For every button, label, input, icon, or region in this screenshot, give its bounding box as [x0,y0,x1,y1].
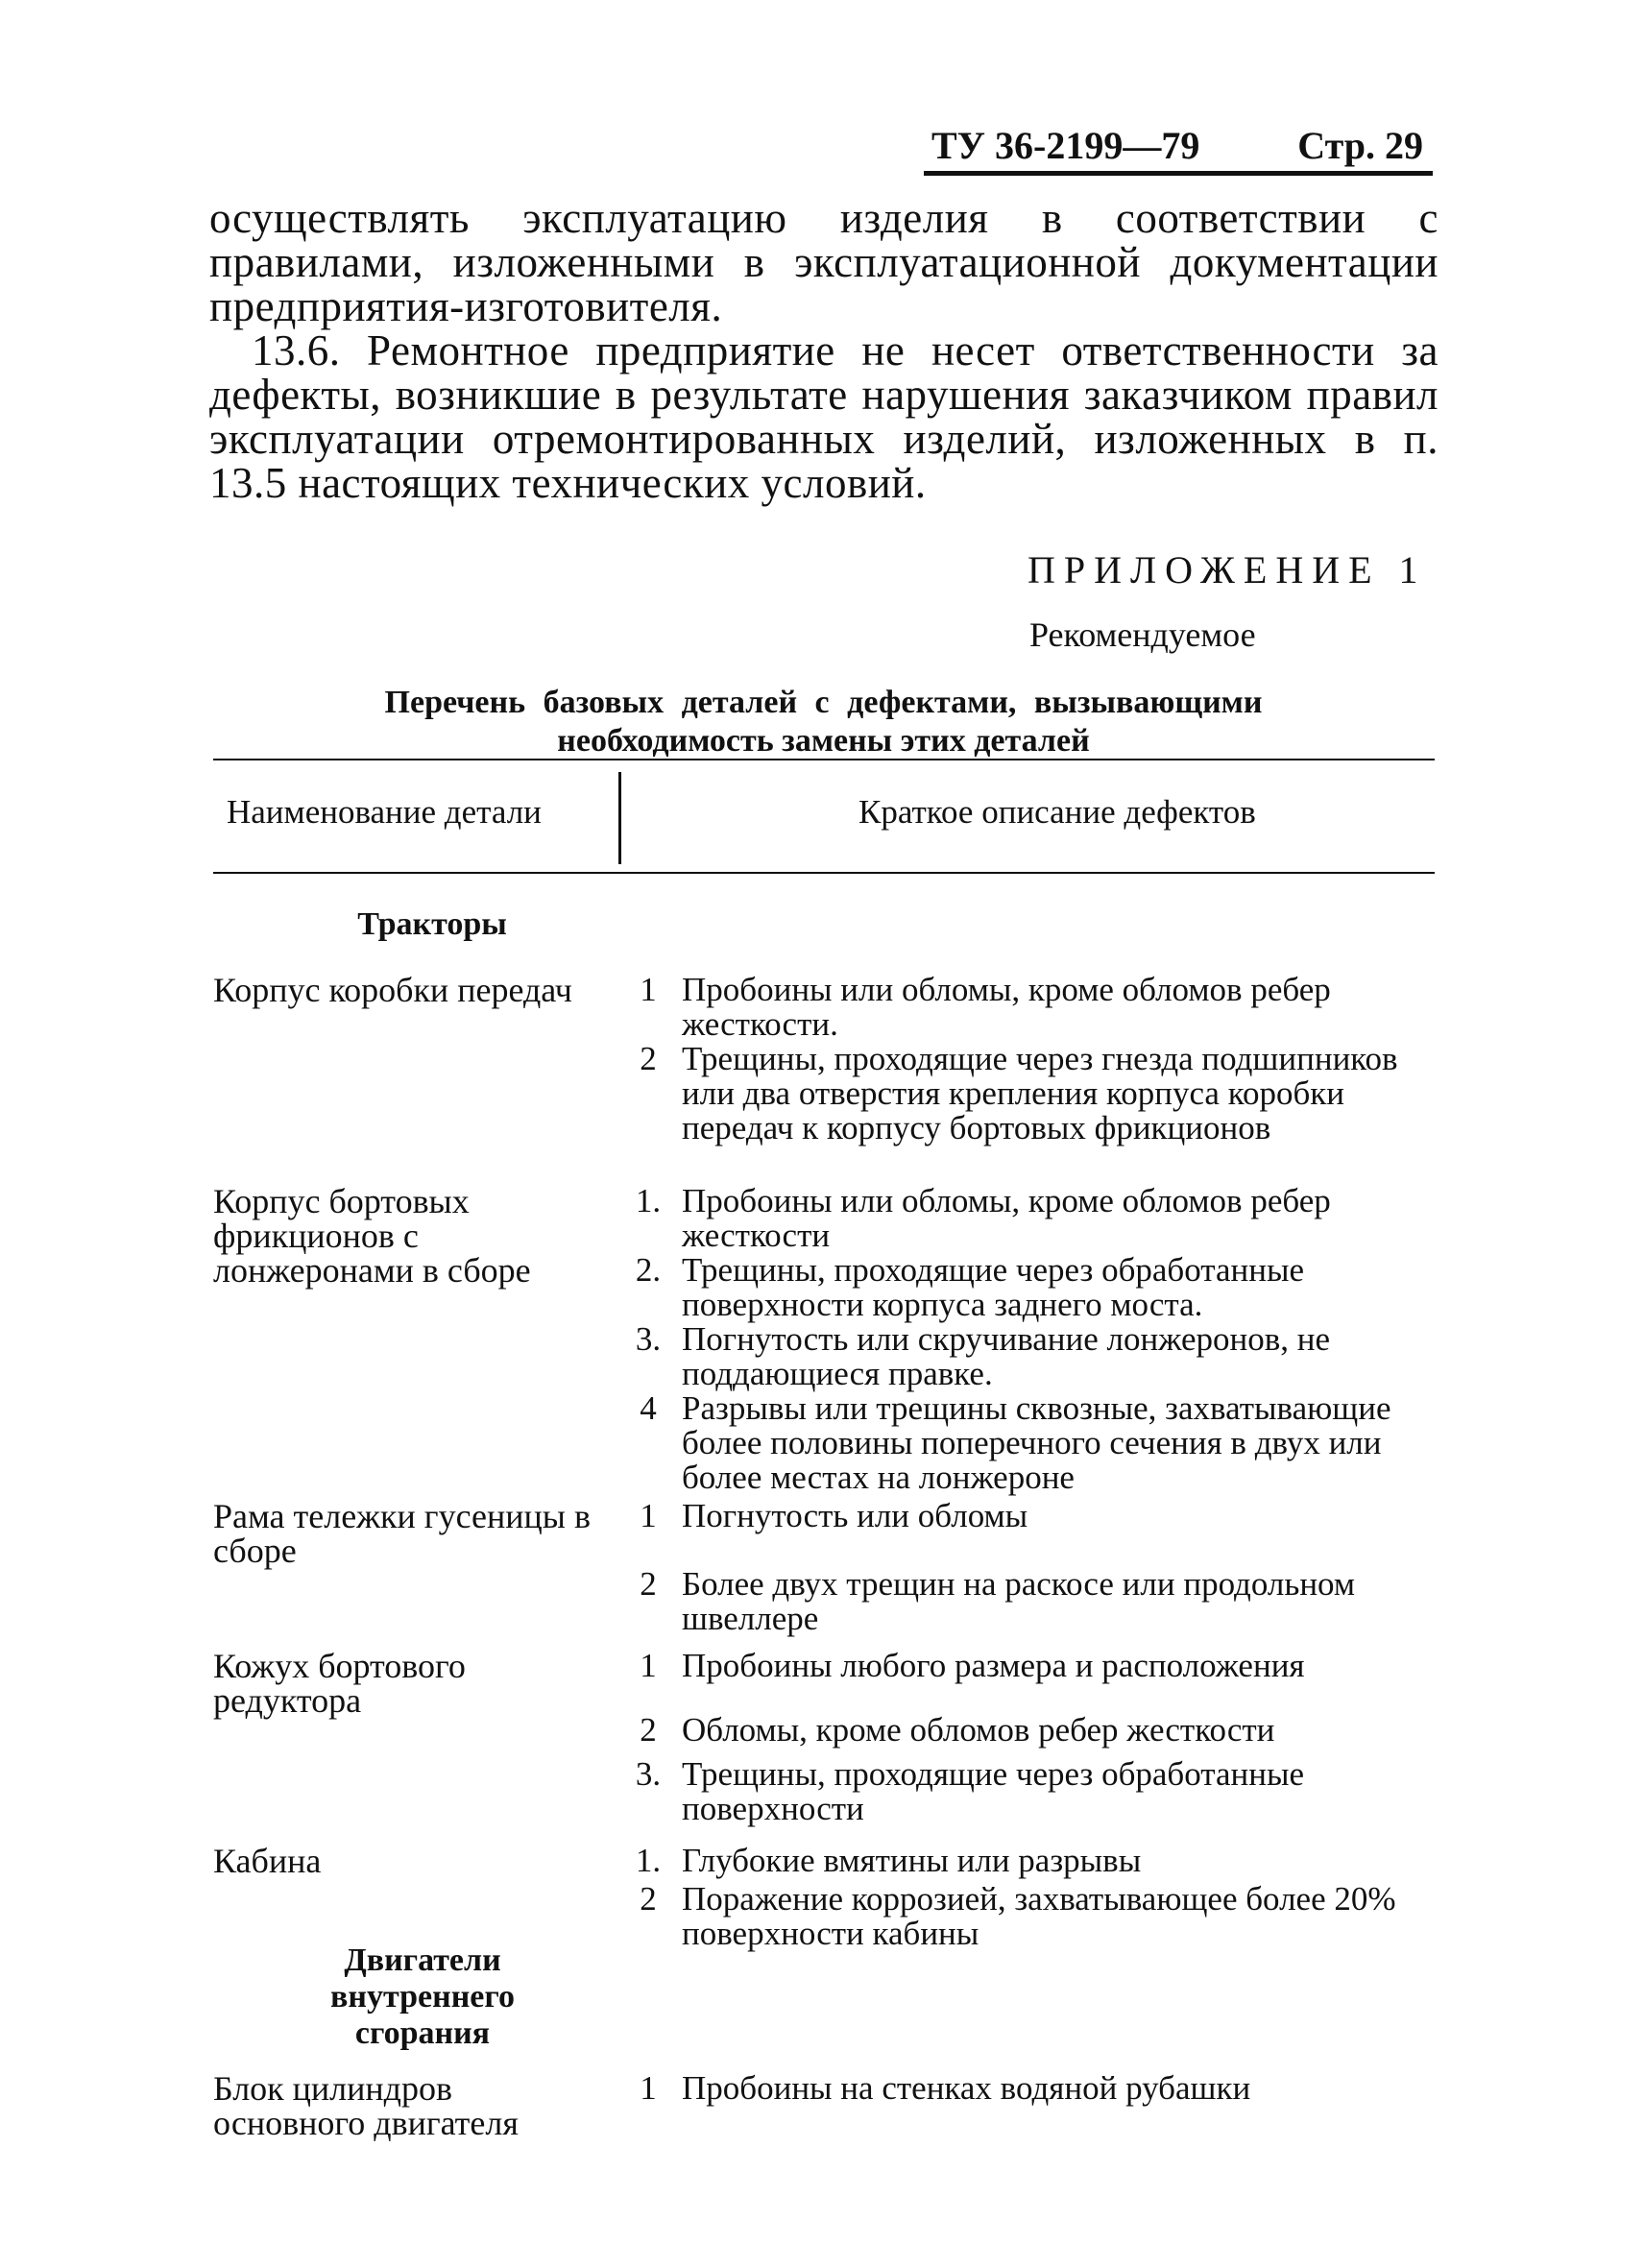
column-separator [618,772,621,864]
defect-number: 3. [635,1320,662,1358]
defect-text: Пробоины или обломы, кроме обломов ребер жесткости [682,1182,1331,1254]
defect-text: Более двух трещин на раскосе или продольном швеллере [682,1565,1356,1637]
page-header [924,121,1433,176]
table-title-line-2: необходимость замены этих деталей [557,723,1090,759]
group-heading-engines: Двигатели внутреннего сгорания [330,1942,515,2051]
part-name: Кожух бортового редуктора [213,1647,466,1720]
appendix-label: ПРИЛОЖЕНИЕ 1 [1028,548,1427,591]
part-name: Кабина [213,1842,322,1880]
defect-number: 2. [635,1251,662,1289]
defect-text: Разрывы или трещины сквозные, захватывающие более половины поперечного сечения в двух или более местах на лонжероне [682,1389,1391,1496]
defect-text: Трещины, проходящие через обработанные поверхности [682,1755,1305,1827]
defect-number: 1 [640,1647,657,1684]
defect-text: Пробоины на стенках водяной рубашки [682,2069,1251,2107]
defect-number: 2 [640,1565,657,1603]
part-name: Корпус коробки передач [213,971,572,1009]
page-number: Стр. 29 [1297,124,1423,167]
defect-text: Погнутость или обломы [682,1497,1028,1534]
table-header-rule [213,872,1435,874]
part-name: Рама тележки гусеницы в сборе [213,1497,591,1570]
table-title-line-1: Перечень базовых деталей с дефектами, вызывающими [384,685,1263,720]
column-header-part-name: Наименование детали [227,793,542,831]
defect-text: Глубокие вмятины или разрывы [682,1842,1142,1879]
paragraph-13-6: 13.6. Ремонтное предприятие не несет ответственности за дефекты, возникшие в результате нарушения заказчиком правил эксплуатации отремонтированных изделий, изложенных в п. 13.5 настоящих технических условий. [209,326,1438,507]
defect-number: 1. [635,1182,662,1219]
document-code: ТУ 36-2199—79 [931,124,1200,167]
defect-number: 2 [640,1880,657,1918]
defect-text: Пробоины или обломы, кроме обломов ребер жесткости. [682,971,1331,1043]
defect-number: 1 [640,971,657,1008]
defect-text: Поражение коррозией, захватывающее более 20% поверхности кабины [682,1880,1396,1952]
table-top-rule [213,759,1435,760]
defect-number: 1 [640,1497,657,1534]
column-header-defects: Краткое описание дефектов [858,793,1256,831]
part-name: Корпус бортовых фрикционов с лонжеронами в сборе [213,1182,531,1290]
defect-number: 2 [640,1040,657,1077]
defect-number: 4 [640,1389,657,1427]
defect-number: 1. [635,1842,662,1879]
defect-text: Пробоины любого размера и расположения [682,1647,1305,1684]
table-title [216,684,1431,760]
appendix-status: Рекомендуемое [1029,615,1256,654]
defect-text: Погнутость или скручивание лонжеронов, не поддающиеся правке. [682,1320,1331,1392]
defect-number: 2 [640,1711,657,1749]
defect-text: Обломы, кроме обломов ребер жесткости [682,1711,1275,1749]
defect-text: Трещины, проходящие через обработанные поверхности корпуса заднего моста. [682,1251,1305,1323]
defect-text: Трещины, проходящие через гнезда подшипников или два отверстия крепления корпуса коробки передач к корпусу бортовых фрикционов [682,1040,1398,1146]
paragraph-continued: осуществлять эксплуатацию изделия в соответствии с правилами, изложенными в эксплуатационной документации предприятия-изготовителя. [209,194,1438,330]
defect-number: 3. [635,1755,662,1793]
group-heading-tractors: Тракторы [357,906,507,942]
defect-number: 1 [640,2069,657,2107]
part-name: Блок цилиндров основного двигателя [213,2069,519,2142]
